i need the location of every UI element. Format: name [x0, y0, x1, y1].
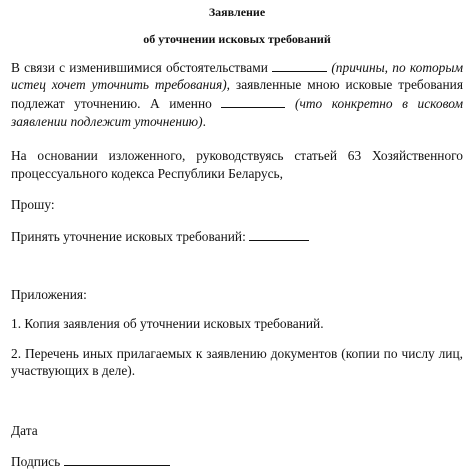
document-subtitle: об уточнении исковых требований	[143, 32, 331, 46]
reason-hint-cont: истец хочет уточнить требования)	[11, 77, 227, 92]
request-blank	[249, 228, 309, 241]
signature-blank	[64, 453, 170, 466]
paragraph1-text: В связи с изменившимися обстоятельствами	[11, 60, 268, 75]
paragraph1-line2	[11, 77, 463, 93]
paragraph2-line1: На основании изложенного, руководствуясь статьей 63 Хозяйственного	[11, 148, 463, 163]
attachment-2-line2: участвующих в деле).	[11, 363, 136, 378]
paragraph1-line4	[11, 114, 463, 130]
signature-label: Подпись	[11, 454, 61, 469]
clarification-blank	[221, 95, 285, 108]
reason-blank	[272, 59, 327, 72]
attachments-heading: Приложения:	[11, 287, 87, 302]
attachment-2-line1: 2. Перечень иных прилагаемых к заявлению документов (копии по числу лиц,	[11, 346, 463, 361]
request-heading: Прошу:	[11, 197, 55, 212]
request-item	[11, 228, 463, 245]
paragraph1-text-2: подлежат уточнению. А именно	[11, 96, 212, 111]
paragraph1-text-cont: , заявленные мною исковые требования	[226, 77, 463, 92]
paragraph1-end: .	[202, 114, 206, 129]
attachment-1: 1. Копия заявления об уточнении исковых требований.	[11, 316, 324, 331]
paragraph1-line3	[11, 95, 463, 112]
clarification-hint-cont: заявлении подлежит уточнению)	[11, 114, 203, 129]
signature-line	[11, 453, 463, 470]
document-title: Заявление	[208, 5, 266, 19]
clarification-hint: (что конкретно в исковом	[295, 96, 463, 111]
date-label: Дата	[11, 423, 38, 438]
reason-hint: (причины, по которым	[331, 60, 463, 75]
request-item-text: Принять уточнение исковых требований:	[11, 229, 246, 244]
paragraph1-line1	[11, 59, 463, 76]
paragraph2-line2: процессуального кодекса Республики Беларусь,	[11, 166, 283, 181]
